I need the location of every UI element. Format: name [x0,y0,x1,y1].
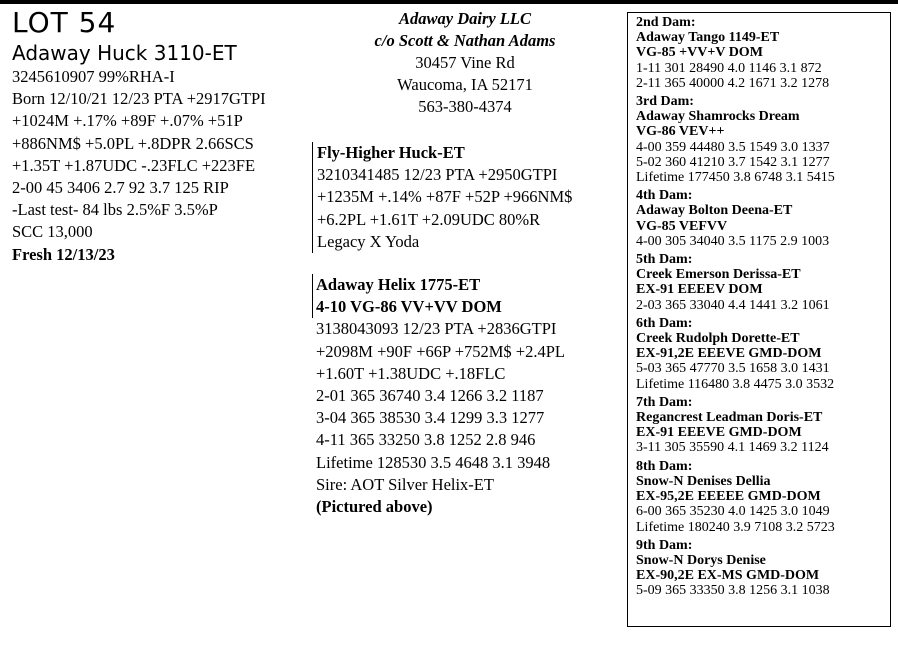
sire-line: +1235M +.14% +87F +52P +966NM$ [317,187,573,207]
animal-genomic-line: +886NM$ +5.0PL +.8DPR 2.66SCS [12,133,254,153]
animal-last-test: -Last test- 84 lbs 2.5%F 3.5%P [12,200,218,220]
dam-entry-class: VG-86 VEV++ [636,124,725,140]
dam-label: 3rd Dam: [636,94,694,110]
sire-line: 3210341485 12/23 PTA +2950GTPI [317,165,558,185]
dam-entry-record: 2-03 365 33040 4.4 1441 3.2 1061 [636,297,830,313]
dam-entry-name: Adaway Tango 1149-ET [636,30,780,46]
animal-fresh-date: Fresh 12/13/23 [12,244,115,264]
dam-name: Adaway Helix 1775-ET [316,275,481,294]
dam-entry-6th [636,316,890,392]
animal-id-line: 3245610907 99%RHA-I [12,67,175,86]
dam-entry-record: 5-09 365 33350 3.8 1256 3.1 1038 [636,583,830,599]
dam-entry-record: 5-02 360 41210 3.7 1542 3.1 1277 [636,154,830,170]
consignor-contacts: c/o Scott & Nathan Adams [374,31,556,50]
dam-entry-class: VG-85 +VV+V DOM [636,45,763,61]
dam-entry-name: Regancrest Leadman Doris-ET [636,410,823,426]
dam-label: 6th Dam: [636,315,693,331]
animal-section [12,8,312,266]
dam-entry-7th [636,395,890,456]
dam-entry-lifetime: Lifetime 177450 3.8 6748 3.1 5415 [636,170,835,186]
dam-entry-record: 5-03 365 47770 3.5 1658 3.0 1431 [636,361,830,377]
dam-entry-name: Snow-N Denises Dellia [636,473,771,489]
dam-line: +1.60T +1.38UDC +.18FLC [316,363,506,383]
dam-entry-8th [636,459,890,535]
dam-entry-class: EX-90,2E EX-MS GMD-DOM [636,568,820,584]
animal-genomic-line: +1024M +.17% +89F +.07% +51P [12,111,243,131]
dam-label: 7th Dam: [636,394,693,410]
dam-entry-9th [636,538,890,599]
dam-header [312,274,565,318]
animal-genomic-line: +1.35T +1.87UDC -.23FLC +223FE [12,155,256,175]
dam-label: 4th Dam: [636,188,693,204]
dam-label: 8th Dam: [636,458,693,474]
dam-label: 5th Dam: [636,252,693,268]
dam-entry-class: EX-91 EEEEV DOM [636,282,763,298]
sire-pedigree: Legacy X Yoda [317,231,420,251]
consignor-block [330,8,600,118]
dam-entry-class: EX-95,2E EEEEE GMD-DOM [636,489,821,505]
dam-pedigree-box [627,12,891,627]
dam-entry-3rd [636,94,890,185]
dam-lifetime: Lifetime 128530 3.5 4648 3.1 3948 [316,452,551,472]
dam-pictured-note: (Pictured above) [316,497,433,517]
dam-entry-lifetime: Lifetime 116480 3.8 4475 3.0 3532 [636,376,835,392]
dam-entry-5th [636,252,890,313]
dam-sire: Sire: AOT Silver Helix-ET [316,474,494,494]
dam-entry-name: Creek Emerson Derissa-ET [636,267,801,283]
dam-entry-record: 1-11 301 28490 4.0 1146 3.1 872 [636,60,822,76]
dam-entry-name: Adaway Bolton Deena-ET [636,203,793,219]
dam-record: 4-11 365 33250 3.8 1252 2.8 946 [316,430,536,450]
animal-name: Adaway Huck 3110-ET [12,41,237,65]
dam-entry-2nd [636,15,890,91]
dam-entry-name: Snow-N Dorys Denise [636,552,766,568]
dam-entry-4th [636,188,890,249]
dam-entry-record: 2-11 365 40000 4.2 1671 3.2 1278 [636,75,830,91]
sire-block [312,142,572,253]
dam-classification: 4-10 VG-86 VV+VV DOM [316,297,502,317]
dam-entry-name: Adaway Shamrocks Dream [636,109,800,125]
sire-name: Fly-Higher Huck-ET [317,143,465,162]
dam-line: +2098M +90F +66P +752M$ +2.4PL [316,341,565,361]
consignor-phone: 563-380-4374 [418,97,512,116]
dam-block [316,274,565,518]
dam-entry-record: 6-00 365 35230 4.0 1425 3.0 1049 [636,504,830,520]
dam-entry-lifetime: Lifetime 180240 3.9 7108 3.2 5723 [636,519,835,535]
consignor-city: Waucoma, IA 52171 [397,75,533,94]
dam-label: 2nd Dam: [636,15,696,30]
animal-record-line: 2-00 45 3406 2.7 92 3.7 125 RIP [12,178,229,198]
dam-entry-record: 3-11 305 35590 4.1 1469 3.2 1124 [636,440,829,456]
animal-scc: SCC 13,000 [12,222,93,242]
dam-entry-record: 4-00 359 44480 3.5 1549 3.0 1337 [636,139,830,155]
lot-number: LOT 54 [12,6,117,39]
consignor-farm: Adaway Dairy LLC [399,9,531,28]
dam-record: 3-04 365 38530 3.4 1299 3.3 1277 [316,408,545,428]
dam-line: 3138043093 12/23 PTA +2836GTPI [316,319,557,339]
dam-entry-class: VG-85 VEFVV [636,218,728,234]
dam-record: 2-01 365 36740 3.4 1266 3.2 1187 [316,386,544,406]
dam-label: 9th Dam: [636,537,693,553]
animal-born-line: Born 12/10/21 12/23 PTA +2917GTPI [12,89,266,109]
consignor-street: 30457 Vine Rd [415,53,515,72]
dam-entry-class: EX-91,2E EEEVE GMD-DOM [636,346,822,362]
dam-entry-class: EX-91 EEEVE GMD-DOM [636,425,802,441]
sire-line: +6.2PL +1.61T +2.09UDC 80%R [317,209,541,229]
dam-entry-name: Creek Rudolph Dorette-ET [636,331,800,347]
dam-entry-record: 4-00 305 34040 3.5 1175 2.9 1003 [636,233,830,249]
top-rule [0,0,898,4]
